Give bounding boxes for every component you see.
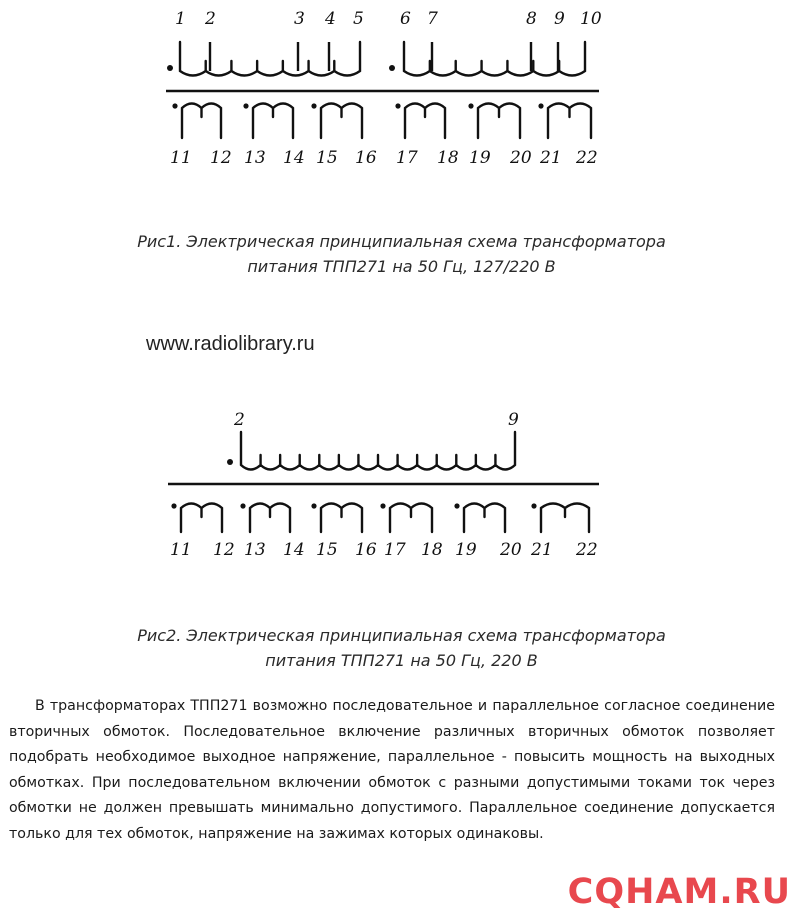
figure1-pin-label: 14 (283, 148, 305, 168)
polarity-dot (171, 503, 176, 508)
polarity-dot (227, 459, 233, 465)
figure2-pin-label: 22 (576, 540, 598, 560)
figure2-pin-label: 20 (500, 540, 522, 560)
polarity-dot (468, 103, 473, 108)
figure2-pin-label: 15 (316, 540, 338, 560)
figure2-pin-label: 13 (244, 540, 266, 560)
polarity-dot (454, 503, 459, 508)
figure1-pin-label: 7 (427, 9, 438, 29)
body-paragraph: В трансформаторах ТПП271 возможно последовательное и параллельное согласное соединение вторичных обмоток. Последовательное включение различных вторичных обмоток позволяет подобрать необходимое выходное напряжение, параллельное - повысить мощность на выходных обмотках. При последовательном включении обмоток с разными допустимыми токами ток через обмотки не должен превышать минимально допустимого. Параллельное соединение допускается только для тех обмоток, напряжение на зажимах которых одинаковы. (9, 698, 775, 842)
figure2-caption-line1: Рис2. Электрическая принципиальная схема трансформатора (137, 626, 666, 645)
figure2-pin-label: 14 (283, 540, 305, 560)
figure1-pin-label: 1 (175, 9, 186, 29)
figure1-pin-label: 11 (170, 148, 192, 168)
polarity-dot (243, 103, 248, 108)
figure1-pin-label: 9 (554, 9, 565, 29)
primary-winding-1 (180, 42, 360, 76)
figure1-pin-label: 17 (396, 148, 418, 168)
secondary-winding (181, 504, 222, 533)
secondary-winding (464, 504, 505, 533)
polarity-dot (395, 103, 400, 108)
figure1-pin-label: 22 (576, 148, 598, 168)
cqham-logo: CQHAM.RU (567, 872, 791, 912)
figure2-schematic (0, 400, 803, 570)
figure1-pin-label: 8 (526, 9, 537, 29)
figure1-primary-windings (167, 42, 585, 76)
secondary-winding (390, 504, 432, 533)
figure1-schematic (0, 0, 803, 175)
secondary-winding (250, 504, 290, 533)
figure2-pin-label: 9 (508, 410, 519, 430)
figure2-caption-line2: питания ТПП271 на 50 Гц, 220 В (265, 651, 538, 670)
polarity-dot (240, 503, 245, 508)
figure1-pin-label: 16 (355, 148, 377, 168)
figure2-primary-winding (227, 432, 515, 470)
figure1-pin-label: 13 (244, 148, 266, 168)
secondary-winding (548, 104, 591, 139)
figure1-caption-line2: питания ТПП271 на 50 Гц, 127/220 В (247, 257, 556, 276)
figure1-pin-label: 4 (325, 9, 336, 29)
polarity-dot (531, 503, 536, 508)
secondary-winding (478, 104, 520, 139)
figure1-pin-label: 6 (400, 9, 411, 29)
polarity-dot (380, 503, 385, 508)
figure1-pin-label: 19 (469, 148, 491, 168)
polarity-dot (389, 65, 395, 71)
figure1-pin-label: 2 (205, 9, 216, 29)
polarity-dot (311, 103, 316, 108)
figure1-pin-label: 5 (353, 9, 364, 29)
figure2-pin-label: 21 (531, 540, 553, 560)
secondary-winding (321, 104, 362, 139)
primary-winding (241, 432, 515, 470)
watermark-site-url: www.radiolibrary.ru (146, 333, 315, 355)
figure1-pin-label: 18 (437, 148, 459, 168)
figure1-pin-label: 15 (316, 148, 338, 168)
figure1-pin-label: 21 (540, 148, 562, 168)
figure1-pin-label: 12 (210, 148, 232, 168)
secondary-winding (182, 104, 221, 139)
polarity-dot (538, 103, 543, 108)
secondary-winding (253, 104, 293, 139)
figure1-pin-label: 10 (580, 9, 602, 29)
figure1-secondary-windings (172, 103, 591, 138)
figure2-pin-label: 16 (355, 540, 377, 560)
polarity-dot (311, 503, 316, 508)
figure1-pin-label: 3 (294, 9, 305, 29)
figure2-pin-label: 12 (213, 540, 235, 560)
figure1-caption (0, 229, 803, 279)
figure2-pin-label: 2 (234, 410, 245, 430)
polarity-dot (167, 65, 173, 71)
figure1-caption-line1: Рис1. Электрическая принципиальная схема трансформатора (137, 232, 666, 251)
secondary-winding (321, 504, 362, 533)
figure2-caption (0, 623, 803, 673)
figure2-secondary-windings (171, 503, 589, 532)
secondary-winding (541, 504, 589, 533)
polarity-dot (172, 103, 177, 108)
figure2-pin-label: 11 (170, 540, 192, 560)
figure2-pin-label: 18 (421, 540, 443, 560)
figure2-pin-label: 17 (384, 540, 406, 560)
secondary-winding (405, 104, 445, 139)
figure2-pin-label: 19 (455, 540, 477, 560)
figure1-pin-label: 20 (510, 148, 532, 168)
